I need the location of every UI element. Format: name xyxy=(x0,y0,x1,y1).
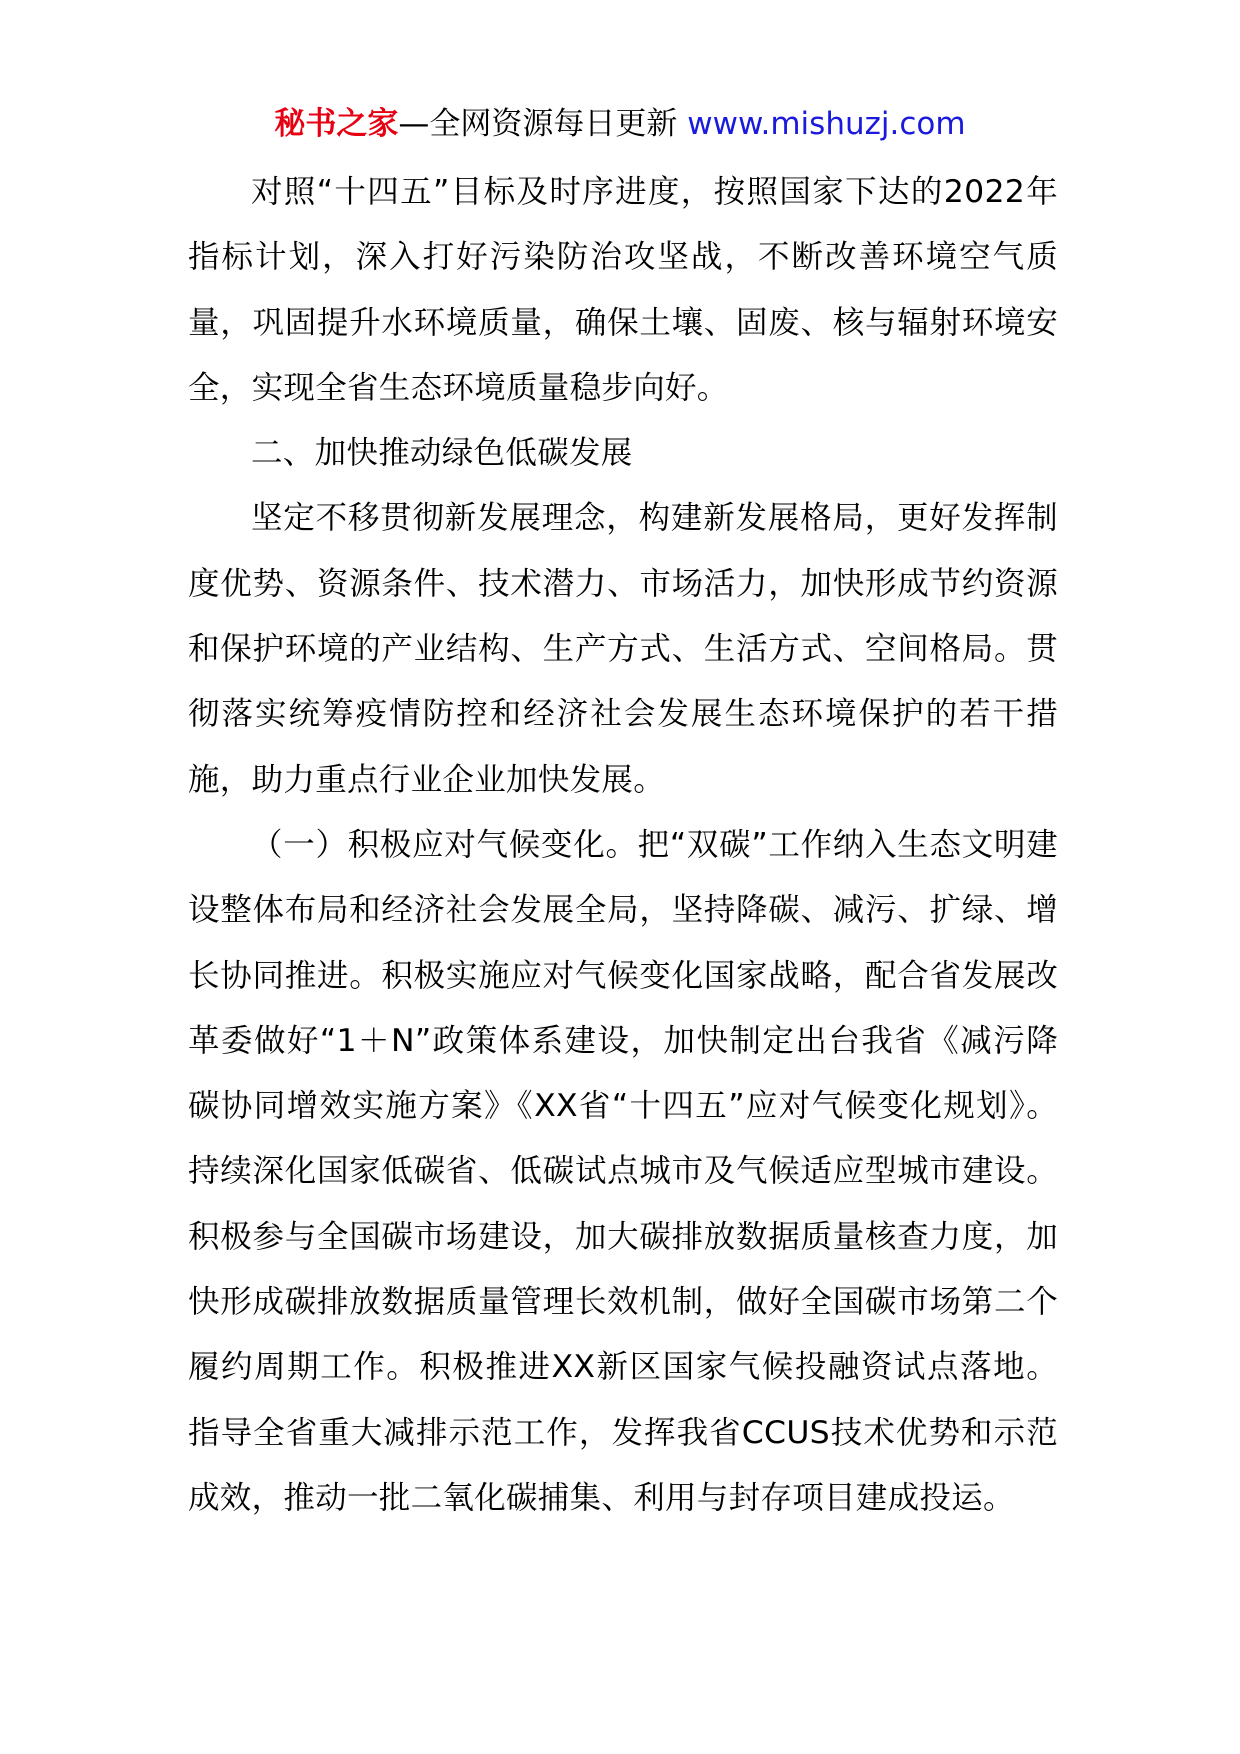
header-slogan: —全网资源每日更新 xyxy=(398,106,688,142)
header-brand: 秘书之家 xyxy=(274,106,399,142)
paragraph-development: 坚定不移贯彻新发展理念，构建新发展格局，更好发挥制度优势、资源条件、技术潜力、市场活力，加快形成节约资源和保护环境的产业结构、生产方式、生活方式、空间格局。贯彻落实统筹疫情防控和经济社会发展生态环境保护的若干措施，助力重点行业企业加快发展。 xyxy=(188,500,1058,798)
header-site-link[interactable]: www.mishuzj.com xyxy=(687,106,966,142)
paragraph-intro: 对照“十四五”目标及时序进度，按照国家下达的2022年指标计划，深入打好污染防治攻坚战，不断改善环境空气质量，巩固提升水环境质量，确保土壤、固废、核与辐射环境安全，实现全省生态环境质量稳步向好。 xyxy=(188,174,1058,406)
paragraph-climate: （一）积极应对气候变化。把“双碳”工作纳入生态文明建设整体布局和经济社会发展全局，坚持降碳、减污、扩绿、增长协同推进。积极实施应对气候变化国家战略，配合省发展改革委做好“1＋N”政策体系建设，加快制定出台我省《减污降碳协同增效实施方案》《XX省“十四五”应对气候变化规划》。持续深化国家低碳省、低碳试点城市及气候适应型城市建设。积极参与全国碳市场建设，加大碳排放数据质量核查力度，加快形成碳排放数据质量管理长效机制，做好全国碳市场第二个履约周期工作。积极推进XX新区国家气候投融资试点落地。指导全省重大减排示范工作，发挥我省CCUS技术优势和示范成效，推动一批二氧化碳捕集、利用与封存项目建成投运。 xyxy=(188,826,1058,1516)
section-heading: 二、加快推动绿色低碳发展 xyxy=(251,435,633,472)
document-body xyxy=(188,160,1058,1531)
page-header xyxy=(0,104,1240,144)
